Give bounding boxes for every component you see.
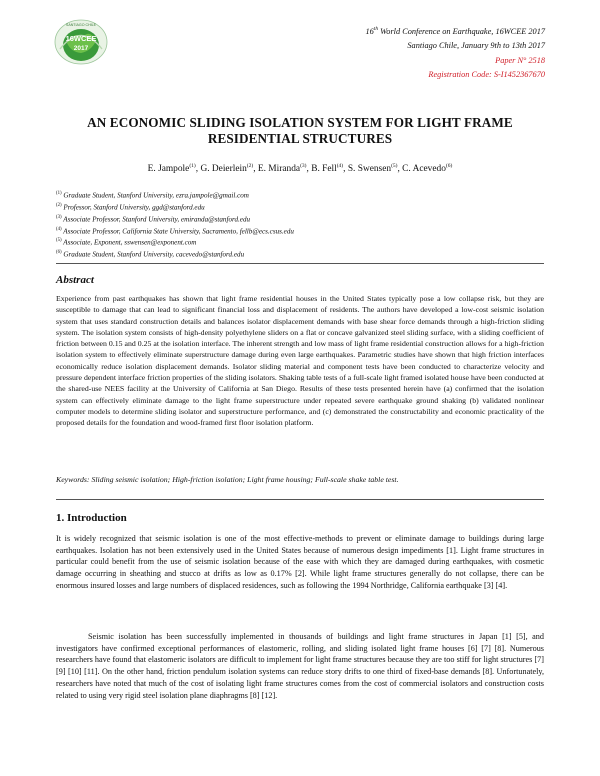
abstract-top-rule bbox=[56, 263, 544, 264]
author-list bbox=[40, 163, 560, 174]
conference-location: Santiago Chile, January 9th to 13th 2017 bbox=[407, 41, 545, 51]
logo-text-bottom: 2017 bbox=[73, 45, 89, 52]
author: S. Swensen$^{(5)}$, bbox=[347, 163, 403, 175]
conference-name: 16th World Conference on Earthquake, 16WCEE 2017 bbox=[365, 26, 545, 36]
conference-logo bbox=[50, 17, 112, 67]
author: B. Fell$^{(4)}$, bbox=[311, 163, 348, 175]
abstract-text: Experience from past earthquakes has shown that light frame residential houses in the United States typically pose a low collapse risk, but they are susceptible to damage that can lead to significant financial loss and displacement of residents. The authors have developed a low-cost seismic isolation system that uses standard construction details and balances isolator displacement demands with base shear force demands through a high-friction sliding system. The isolation system consists of high-density polyethylene sliders on a flat or concave galvanized steel sliding surface, with a sliding coefficient of friction between 0.15 and 0.25 at the isolation interface. The inherent strength and low mass of light frame residential construction allows for a high-friction isolation system to effectively eliminate superstructure damage during even large earthquakes. Parametric studies have shown that high friction interfaces economically reduce isolation displacement demands. Isolator sliding material and component tests have been conducted to characterize velocity and pressure dependent interface friction properties of the sliding isolators. Shaking table tests of a full-scale light framed isolated house have been conducted at the shared-use NEES facility at the University of California at San Diego. Results of these tests presented herein have (a) confirmed that the isolation system can effectively eliminate damage to the light frame superstructure under repeated severe earthquake ground shaking (b) validated nonlinear computer models to determine sliding isolator and superstructure performance, and (c) demonstrated the constructability and economic practicality of the proposed details for the foundation and wood-framed first floor isolation platform. bbox=[56, 294, 544, 428]
affiliation: $^{(2)}$ Professor, Stanford University, ggd@stanford.edu bbox=[56, 202, 205, 212]
author: C. Acevedo$^{(6)}$ bbox=[402, 163, 453, 175]
conference-header bbox=[366, 22, 546, 83]
author: G. Deierlein$^{(2)}$, bbox=[200, 163, 258, 175]
affiliation: $^{(6)}$ Graduate Student, Stanford University, cacevedo@stanford.edu bbox=[56, 250, 245, 259]
registration-code: Registration Code: S-I1452367670 bbox=[428, 70, 545, 80]
abstract-bottom-rule bbox=[56, 499, 544, 500]
logo-text-top: 16WCEE bbox=[65, 34, 97, 43]
paper-title: AN ECONOMIC SLIDING ISOLATION SYSTEM FOR LIGHT FRAME RESIDENTIAL STRUCTURES bbox=[87, 115, 513, 146]
section-heading-introduction: 1. Introduction bbox=[56, 512, 127, 524]
logo-arc-text: SANTIAGO CHILE bbox=[65, 23, 97, 27]
paragraph: It is widely recognized that seismic isolation is one of the most effective-methods to prevent or eliminate damage to buildings during large earthquakes. Isolation has not been extensively used in the United States because of numerous design impediments [1]. Light frame structures in particular could benefit from the use of seismic isolation because of the ease with which they are damaged during earthquakes, with cosmetic damage occurring in sheathing and stucco at drifts as low as 0.17% [2]. While light frame structures generally do not collapse, there can be enormous insured losses and large numbers of displaced residences, such as following the 1994 Northridge, California earthquake [3] [4]. bbox=[56, 534, 544, 590]
abstract-heading: Abstract bbox=[56, 274, 94, 286]
affiliation: $^{(5)}$ Associate, Exponent, sswensen@exponent.com bbox=[56, 238, 197, 247]
affiliation: $^{(4)}$ Associate Professor, California State University, Sacramento, fellb@ecs.csus.edu bbox=[56, 226, 294, 235]
keywords: Keywords: Sliding seismic isolation; High-friction isolation; Light frame housing; Full-scale shake table test. bbox=[56, 475, 399, 484]
author: E. Miranda$^{(3)}$, bbox=[257, 163, 312, 175]
paragraph: Seismic isolation has been successfully implemented in thousands of buildings and light frame structures in Japan [1] [5], and investigators have confirmed exceptional performances of elastomeric, rolling, and sliding isolated light frame houses [6] [7] [8]. Numerous researchers have found that elastomeric isolators are difficult to implement for light frame structures because they are too stiff for light structures [7] [9] [10] [11]. On the other hand, friction pendulum isolation systems can reduce story drifts to one third of fixed-base demands [8]. Unfortunately, researchers have noted that much of the cost of isolating light frame structures comes from the cost of commercial isolators and construction costs related to using very rigid steel isolation plane diaphragms [8] [12]. bbox=[56, 632, 544, 700]
affiliation: $^{(1)}$ Graduate Student, Stanford University, ezra.jampole@gmail.com bbox=[56, 191, 249, 200]
paper-number: Paper N° 2518 bbox=[495, 55, 545, 65]
affiliation-list bbox=[56, 189, 294, 260]
affiliation: $^{(3)}$ Associate Professor, Stanford University, emiranda@stanford.edu bbox=[56, 214, 251, 224]
author: E. Jampole$^{(1)}$, bbox=[147, 163, 201, 175]
